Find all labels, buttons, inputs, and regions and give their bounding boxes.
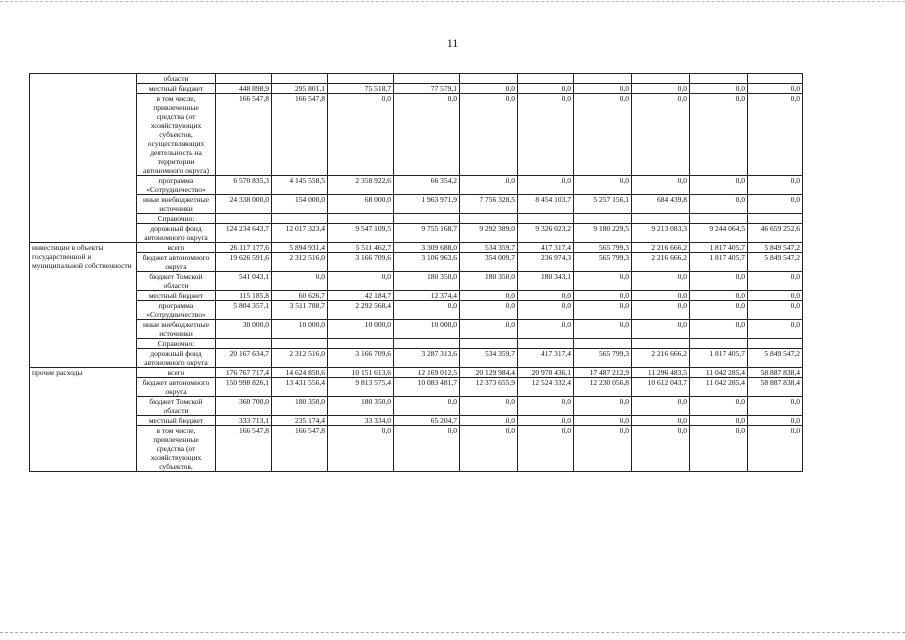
value-cell: 0,0	[690, 426, 748, 472]
value-cell	[328, 214, 394, 224]
value-cell: 2 358 922,6	[328, 176, 394, 195]
funding-source-cell: Справочно:	[137, 214, 216, 224]
value-cell	[690, 214, 748, 224]
value-cell: 0,0	[328, 426, 394, 472]
funding-source-cell: бюджет автономного округа	[137, 253, 216, 272]
value-cell: 17 487 212,9	[574, 368, 632, 378]
value-cell	[272, 74, 328, 84]
value-cell: 20 129 984,4	[460, 368, 518, 378]
value-cell: 0,0	[690, 272, 748, 291]
value-cell	[632, 339, 690, 349]
value-cell: 5 849 547,2	[748, 243, 803, 253]
value-cell: 0,0	[748, 426, 803, 472]
value-cell: 0,0	[574, 176, 632, 195]
value-cell	[394, 339, 460, 349]
table-row	[30, 195, 803, 214]
value-cell: 417 317,4	[518, 243, 574, 253]
value-cell: 0,0	[574, 272, 632, 291]
value-cell: 0,0	[394, 426, 460, 472]
value-cell: 0,0	[748, 416, 803, 426]
value-cell: 9 326 023,2	[518, 224, 574, 243]
table-body	[30, 74, 803, 472]
value-cell	[328, 339, 394, 349]
value-cell: 0,0	[460, 84, 518, 94]
value-cell: 0,0	[460, 320, 518, 339]
value-cell: 33 334,0	[328, 416, 394, 426]
value-cell: 0,0	[574, 416, 632, 426]
value-cell: 3 166 709,6	[328, 253, 394, 272]
funding-source-cell: иные внебюджетные источники	[137, 320, 216, 339]
funding-source-cell: программа «Сотрудничество»	[137, 176, 216, 195]
budget-table	[29, 73, 803, 472]
value-cell	[574, 339, 632, 349]
value-cell	[632, 214, 690, 224]
table-row	[30, 224, 803, 243]
value-cell: 9 755 168,7	[394, 224, 460, 243]
value-cell: 0,0	[574, 426, 632, 472]
table-row	[30, 426, 803, 472]
table-row	[30, 94, 803, 176]
value-cell: 68 000,0	[328, 195, 394, 214]
value-cell: 0,0	[574, 291, 632, 301]
value-cell: 0,0	[460, 301, 518, 320]
value-cell: 24 338 000,0	[216, 195, 272, 214]
value-cell: 0,0	[394, 301, 460, 320]
value-cell: 5 894 931,4	[272, 243, 328, 253]
value-cell: 0,0	[518, 416, 574, 426]
value-cell: 115 185,8	[216, 291, 272, 301]
value-cell: 5 511 462,7	[328, 243, 394, 253]
value-cell: 0,0	[460, 291, 518, 301]
value-cell: 534 359,7	[460, 349, 518, 368]
table-row	[30, 84, 803, 94]
value-cell	[272, 214, 328, 224]
value-cell	[518, 339, 574, 349]
value-cell: 0,0	[518, 301, 574, 320]
funding-source-cell: дорожный фонд автономного округа	[137, 349, 216, 368]
value-cell	[328, 74, 394, 84]
funding-source-cell: бюджет Томской области	[137, 272, 216, 291]
value-cell: 5 849 547,2	[748, 349, 803, 368]
value-cell: 333 713,1	[216, 416, 272, 426]
value-cell: 0,0	[748, 195, 803, 214]
funding-source-cell: всего	[137, 368, 216, 378]
funding-source-cell: Справочно:	[137, 339, 216, 349]
funding-source-cell: области	[137, 74, 216, 84]
value-cell: 5 849 547,2	[748, 253, 803, 272]
funding-source-cell: программа «Сотрудничество»	[137, 301, 216, 320]
value-cell: 26 117 177,6	[216, 243, 272, 253]
value-cell: 0,0	[574, 301, 632, 320]
value-cell	[394, 214, 460, 224]
table-row	[30, 253, 803, 272]
value-cell: 1 817 405,7	[690, 253, 748, 272]
value-cell: 0,0	[518, 291, 574, 301]
value-cell: 58 887 838,4	[748, 368, 803, 378]
value-cell	[216, 214, 272, 224]
table-row	[30, 378, 803, 397]
section-cell: прочие расходы	[30, 368, 137, 472]
value-cell: 0,0	[574, 94, 632, 176]
value-cell: 2 312 516,0	[272, 349, 328, 368]
value-cell	[748, 74, 803, 84]
value-cell: 0,0	[632, 291, 690, 301]
value-cell: 11 296 483,5	[632, 368, 690, 378]
value-cell: 534 359,7	[460, 243, 518, 253]
value-cell: 565 799,3	[574, 243, 632, 253]
table-row	[30, 176, 803, 195]
value-cell: 0,0	[748, 301, 803, 320]
value-cell: 0,0	[748, 84, 803, 94]
value-cell: 0,0	[632, 301, 690, 320]
value-cell: 354 009,7	[460, 253, 518, 272]
value-cell: 150 998 826,1	[216, 378, 272, 397]
value-cell: 0,0	[632, 426, 690, 472]
table-row	[30, 349, 803, 368]
section-cell: инвестиции в объекты государственной и муниципальной собственности	[30, 243, 137, 368]
value-cell: 0,0	[518, 176, 574, 195]
value-cell: 2 216 666,2	[632, 349, 690, 368]
value-cell: 66 354,2	[394, 176, 460, 195]
funding-source-cell: в том числе, привлеченные средства (от хозяйствующих субъектов,	[137, 426, 216, 472]
value-cell: 154 000,0	[272, 195, 328, 214]
value-cell: 5 257 156,1	[574, 195, 632, 214]
value-cell	[748, 214, 803, 224]
value-cell: 0,0	[460, 94, 518, 176]
value-cell: 180 350,0	[328, 397, 394, 416]
value-cell: 9 213 083,3	[632, 224, 690, 243]
value-cell: 0,0	[690, 301, 748, 320]
value-cell: 10 151 613,6	[328, 368, 394, 378]
value-cell: 166 547,8	[216, 426, 272, 472]
table-row	[30, 214, 803, 224]
value-cell: 0,0	[328, 94, 394, 176]
value-cell: 10 000,0	[272, 320, 328, 339]
value-cell	[748, 339, 803, 349]
value-cell: 12 373 655,9	[460, 378, 518, 397]
funding-source-cell: всего	[137, 243, 216, 253]
value-cell: 9 180 229,5	[574, 224, 632, 243]
value-cell: 0,0	[518, 426, 574, 472]
section-cell	[30, 74, 137, 243]
value-cell: 235 174,4	[272, 416, 328, 426]
scan-edge-bottom	[0, 632, 905, 633]
table-row	[30, 416, 803, 426]
value-cell: 46 659 252,6	[748, 224, 803, 243]
value-cell: 1 817 405,7	[690, 243, 748, 253]
value-cell: 13 431 556,4	[272, 378, 328, 397]
value-cell: 5 804 357,1	[216, 301, 272, 320]
value-cell: 60 626,7	[272, 291, 328, 301]
value-cell: 0,0	[460, 416, 518, 426]
value-cell: 0,0	[518, 397, 574, 416]
value-cell: 0,0	[632, 272, 690, 291]
table-row	[30, 397, 803, 416]
funding-source-cell: местный бюджет	[137, 416, 216, 426]
value-cell	[394, 74, 460, 84]
value-cell: 166 547,8	[272, 426, 328, 472]
table-row	[30, 272, 803, 291]
value-cell: 0,0	[272, 272, 328, 291]
value-cell: 8 454 103,7	[518, 195, 574, 214]
value-cell: 4 145 558,5	[272, 176, 328, 195]
table-row	[30, 301, 803, 320]
value-cell: 176 767 717,4	[216, 368, 272, 378]
value-cell	[460, 214, 518, 224]
value-cell: 0,0	[394, 397, 460, 416]
value-cell: 0,0	[460, 397, 518, 416]
value-cell: 0,0	[632, 176, 690, 195]
table-row	[30, 368, 803, 378]
value-cell: 12 524 332,4	[518, 378, 574, 397]
value-cell: 565 799,3	[574, 253, 632, 272]
value-cell: 10 083 481,7	[394, 378, 460, 397]
value-cell: 7 756 328,5	[460, 195, 518, 214]
value-cell: 14 624 850,6	[272, 368, 328, 378]
funding-source-cell: бюджет Томской области	[137, 397, 216, 416]
value-cell: 0,0	[394, 94, 460, 176]
value-cell: 180 343,1	[518, 272, 574, 291]
value-cell: 30 000,0	[216, 320, 272, 339]
scan-edge-top	[0, 1, 905, 2]
value-cell: 0,0	[690, 176, 748, 195]
value-cell: 0,0	[748, 291, 803, 301]
value-cell: 0,0	[632, 94, 690, 176]
value-cell: 3 287 313,6	[394, 349, 460, 368]
value-cell: 180 350,0	[394, 272, 460, 291]
value-cell: 1 817 405,7	[690, 349, 748, 368]
funding-source-cell: местный бюджет	[137, 84, 216, 94]
value-cell	[460, 74, 518, 84]
value-cell: 0,0	[690, 94, 748, 176]
value-cell: 12 017 323,4	[272, 224, 328, 243]
table-row	[30, 291, 803, 301]
table-row	[30, 243, 803, 253]
table-row	[30, 320, 803, 339]
value-cell: 11 042 285,4	[690, 378, 748, 397]
value-cell: 0,0	[518, 84, 574, 94]
value-cell: 448 898,9	[216, 84, 272, 94]
value-cell	[574, 214, 632, 224]
funding-source-cell: местный бюджет	[137, 291, 216, 301]
value-cell: 2 216 666,2	[632, 253, 690, 272]
value-cell: 1 963 971,9	[394, 195, 460, 214]
value-cell	[690, 339, 748, 349]
value-cell: 0,0	[460, 426, 518, 472]
value-cell: 20 978 436,1	[518, 368, 574, 378]
page-number: 11	[446, 36, 459, 50]
value-cell: 2 216 666,2	[632, 243, 690, 253]
value-cell: 0,0	[518, 320, 574, 339]
value-cell	[518, 74, 574, 84]
value-cell: 0,0	[690, 416, 748, 426]
funding-source-cell: дорожный фонд автономного округа	[137, 224, 216, 243]
value-cell: 10 000,0	[328, 320, 394, 339]
value-cell: 0,0	[632, 320, 690, 339]
value-cell	[632, 74, 690, 84]
value-cell: 0,0	[460, 176, 518, 195]
value-cell	[272, 339, 328, 349]
value-cell: 180 350,0	[460, 272, 518, 291]
value-cell: 2 292 568,4	[328, 301, 394, 320]
value-cell: 3 511 788,7	[272, 301, 328, 320]
value-cell: 10 612 043,7	[632, 378, 690, 397]
value-cell	[574, 74, 632, 84]
value-cell: 124 234 643,7	[216, 224, 272, 243]
value-cell: 58 887 838,4	[748, 378, 803, 397]
value-cell: 0,0	[748, 397, 803, 416]
table-row	[30, 339, 803, 349]
value-cell	[690, 74, 748, 84]
value-cell: 6 570 835,3	[216, 176, 272, 195]
value-cell: 0,0	[632, 84, 690, 94]
value-cell: 166 547,8	[272, 94, 328, 176]
value-cell: 12 230 056,8	[574, 378, 632, 397]
value-cell: 65 204,7	[394, 416, 460, 426]
value-cell: 2 312 516,0	[272, 253, 328, 272]
table-row	[30, 74, 803, 84]
value-cell	[216, 339, 272, 349]
value-cell: 0,0	[748, 94, 803, 176]
value-cell: 0,0	[518, 94, 574, 176]
value-cell: 9 547 109,5	[328, 224, 394, 243]
value-cell: 9 813 575,4	[328, 378, 394, 397]
value-cell: 3 309 688,0	[394, 243, 460, 253]
value-cell: 3 166 709,6	[328, 349, 394, 368]
value-cell: 3 106 963,6	[394, 253, 460, 272]
value-cell: 0,0	[574, 84, 632, 94]
value-cell: 166 547,8	[216, 94, 272, 176]
funding-source-cell: в том числе, привлеченные средства (от хозяйствующих субъектов, осуществляющих деятельность на территории автономного округа)	[137, 94, 216, 176]
value-cell: 417 317,4	[518, 349, 574, 368]
value-cell: 0,0	[632, 397, 690, 416]
value-cell: 0,0	[748, 320, 803, 339]
value-cell: 0,0	[690, 195, 748, 214]
value-cell: 0,0	[690, 291, 748, 301]
value-cell: 565 799,3	[574, 349, 632, 368]
value-cell: 0,0	[690, 320, 748, 339]
funding-source-cell: бюджет автономного округа	[137, 378, 216, 397]
value-cell: 11 042 285,4	[690, 368, 748, 378]
value-cell: 9 292 389,0	[460, 224, 518, 243]
value-cell: 0,0	[690, 84, 748, 94]
value-cell: 541 043,1	[216, 272, 272, 291]
value-cell	[518, 214, 574, 224]
value-cell: 42 184,7	[328, 291, 394, 301]
value-cell: 0,0	[748, 272, 803, 291]
value-cell	[460, 339, 518, 349]
value-cell: 75 518,7	[328, 84, 394, 94]
value-cell: 77 579,1	[394, 84, 460, 94]
value-cell: 9 244 064,5	[690, 224, 748, 243]
value-cell: 12 374,4	[394, 291, 460, 301]
value-cell: 0,0	[748, 176, 803, 195]
value-cell: 0,0	[632, 416, 690, 426]
value-cell: 20 167 634,7	[216, 349, 272, 368]
value-cell: 0,0	[328, 272, 394, 291]
value-cell: 19 626 591,6	[216, 253, 272, 272]
value-cell: 12 169 012,5	[394, 368, 460, 378]
value-cell: 0,0	[574, 397, 632, 416]
value-cell: 0,0	[574, 320, 632, 339]
funding-source-cell: иные внебюджетные источники	[137, 195, 216, 214]
value-cell: 295 801,1	[272, 84, 328, 94]
value-cell: 236 974,3	[518, 253, 574, 272]
value-cell: 180 350,0	[272, 397, 328, 416]
value-cell: 684 439,8	[632, 195, 690, 214]
value-cell: 0,0	[690, 397, 748, 416]
value-cell: 10 000,0	[394, 320, 460, 339]
value-cell	[216, 74, 272, 84]
value-cell: 360 700,0	[216, 397, 272, 416]
